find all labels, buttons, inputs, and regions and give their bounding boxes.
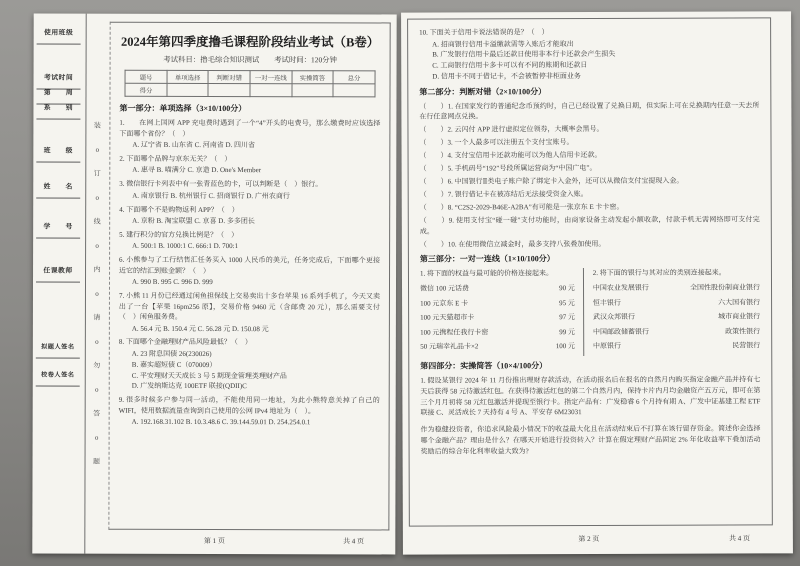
question-text: 7. 小熊 11 月份已经通过闲鱼担保线上交易卖出十多台苹果 16 系列手机了，今天又卖出了一台【苹果 16pm256 原】，交易价格 9460 元（含邮费 20 元），那么需要支付（ ）闲鱼服务费。 — [118, 291, 380, 321]
matching-right-title: 2. 将下面的银行与其对应的类别连接起来。 — [592, 268, 726, 278]
judge-item: （ ）8. “C2S2-2029-B46E-A2BA”有可能是一张京东 E 卡卡密。 — [419, 203, 624, 212]
question-block — [119, 154, 380, 177]
page-number: 第 1 页 — [203, 536, 225, 546]
score-table-header-cell: 一对一连线 — [250, 71, 292, 84]
page2-footer — [403, 533, 793, 546]
matching-value: 95 元 — [559, 298, 575, 308]
part4-heading: 第四部分：实操简答（10×4/100分） — [420, 361, 548, 371]
matching-pair-row — [593, 341, 760, 352]
sidebar-field-label: 班 级 — [36, 145, 80, 163]
part2-heading: 第二部分：判断对错（2×10/100分） — [419, 87, 547, 97]
score-cell-empty — [208, 83, 250, 96]
judge-item: （ ）7. 银行借记卡在被冻结后无法接受资金入账。 — [419, 190, 588, 199]
question-block — [119, 118, 380, 152]
part1-heading: 第一部分：单项选择（3×10/100分） — [119, 103, 247, 114]
score-table-score-row — [125, 83, 375, 97]
score-row-label: 得分 — [125, 83, 167, 96]
question-block — [419, 26, 759, 82]
question-block — [119, 179, 380, 202]
sidebar-field-label: 学 号 — [36, 221, 80, 239]
judge-item: （ ）10. 在使用微信立减金时，最多支持八张叠加使用。 — [419, 239, 606, 249]
matching-column-banks — [584, 268, 760, 356]
question-text: 6. 小熊参与了工行结售汇任务买入 1000 人民币的美元，任务完成后，下面哪个更接近它的结汇到账金额？（ ） — [119, 255, 381, 275]
score-table-header-cell: 判断对错 — [208, 70, 250, 83]
question-text: 9. 很多时候多户参与同一活动，不能使用同一地址，为此小熊特意关掉了自己的 WIFI，使用数据流量查询到自己使用的公网 IPv4 地址为（ ）。 — [118, 396, 380, 416]
exam-page-2 — [401, 11, 793, 554]
matching-pair-row — [420, 327, 575, 338]
question-options: A. 南京银行 B. 杭州银行 C. 招商银行 D. 广州农商行 — [132, 191, 290, 200]
judge-item: （ ）3. 一个人最多可以注册五个支付宝账号。 — [419, 138, 574, 147]
judge-item: （ ）1. 在国家发行的普通纪念币预约时，自己已经设置了兑换日期，但实际上可在兑换期内任意一天去所在行任意网点兑换。 — [419, 101, 760, 121]
score-table-header-cell: 总分 — [333, 71, 375, 84]
matching-item: 恒丰银行 — [592, 298, 621, 307]
question-options: A. 500:1 B. 1000:1 C. 666:1 D. 700:1 — [132, 242, 239, 251]
question-text: 1. 在网上国网 APP 充电费时遇到了一个“4”开头的电费号，那么缴费时应该选择下面哪个省份？（ ） — [119, 118, 381, 138]
matching-value: 99 元 — [559, 327, 575, 337]
question-options: A. 990 B. 995 C. 996 D. 999 — [131, 278, 213, 287]
question-text: 5. 建行积分的官方兑换比例是？（ ） — [119, 230, 239, 239]
page2-content-box — [407, 17, 773, 526]
part3-heading: 第三部分：一对一连线（1×10/100分） — [419, 254, 555, 264]
sidebar-field-label: 校卷人签名 — [36, 370, 80, 387]
matching-pair-row — [420, 341, 575, 352]
part4-paragraphs — [420, 374, 760, 457]
question-text: 10. 下面关于信用卡说法错误的是？（ ） — [419, 28, 549, 37]
score-cell-empty — [333, 84, 375, 97]
question-text: 4. 下面哪个不是购物返利 APP？（ ） — [119, 205, 239, 214]
matching-item: 武汉众邦银行 — [592, 313, 635, 322]
question-block — [119, 395, 380, 429]
matching-item: 中国邮政储蓄银行 — [592, 327, 649, 336]
page-total: 共 4 页 — [728, 534, 751, 543]
exam-title: 2024年第四季度撸毛课程阶段结业考试（B卷） — [120, 34, 380, 50]
question-block — [119, 291, 380, 335]
question-options: A. 56.4 元 B. 150.4 元 C. 56.28 元 D. 150.08 元 — [131, 324, 269, 333]
sidebar-field-label: 考试时间 — [37, 72, 81, 90]
matching-pair-row — [420, 312, 575, 323]
judge-item: （ ）9. 使用支付宝“碰一碰”支付功能时，由商家设备主动发起小额收款，付款手机无需网络即可支付完成。 — [419, 215, 760, 236]
exam-subtitle: 考试科目：撸毛综合知识测试 考试时间：120分钟 — [163, 54, 337, 65]
judge-item: （ ）6. 中国银行Ⅱ类电子账户除了绑定卡入金外，还可以从微信支付宝提现入金。 — [419, 177, 684, 186]
matching-value: 六大国有银行 — [718, 298, 761, 307]
matching-item: 100 元携程任我行卡密 — [420, 328, 489, 337]
score-table-header-cell: 单项选择 — [167, 70, 209, 83]
matching-pair-row — [593, 326, 760, 337]
question-options: A. 23 附息国债 26(230026) B. 嘉实超短债 C（070009） C. 平安理财天天成长 3 号 5 期现金管理类理财产品 D. 广发纳斯达克 100ETF 联接(QDII)C — [131, 349, 287, 391]
score-cell-empty — [167, 83, 209, 96]
matching-pair-row — [420, 298, 575, 309]
score-table-header-row — [125, 70, 375, 84]
part2-judge-list — [419, 100, 760, 250]
question-block — [119, 204, 380, 227]
sidebar-field-label: 任课教师 — [36, 265, 80, 283]
exam-page-1 — [32, 14, 396, 555]
sidebar-field-label: 拟题人签名 — [36, 342, 80, 359]
matching-value: 97 元 — [559, 313, 575, 322]
sidebar-field-label: 第 周 — [36, 87, 80, 105]
essay-question-paragraph: 作为稳健投资者，你追求风险最小情况下的收益最大化且在活动结束后不打算在该行留存资金。简述你会选择哪个金融产品？理由是什么？在哪天开始进行投资转入？计算在假定理财产品固定 2% 年化收益率下叠加活动奖励后的综合年化利率收益大致为? — [420, 424, 761, 456]
matching-pair-row — [593, 283, 760, 294]
sidebar-field-label: 系 别 — [36, 102, 80, 120]
matching-value: 民营银行 — [732, 341, 761, 350]
matching-value: 90 元 — [559, 284, 575, 293]
page-total: 共 4 页 — [343, 537, 365, 546]
question-options: A. 京粉 B. 淘宝联盟 C. 京喜 D. 多多团长 — [132, 216, 255, 226]
question-options: A. 192.168.31.102 B. 10.3.48.6 C. 39.144.59.01 D. 254.254.0.1 — [131, 418, 311, 427]
matching-right-pairs — [593, 283, 760, 352]
matching-value: 全国性股份制商业银行 — [690, 283, 761, 293]
judge-item: （ ）4. 支付宝信用卡还款功能可以为他人信用卡还款。 — [419, 151, 602, 160]
question-block — [119, 255, 380, 289]
score-cell-empty — [250, 84, 292, 97]
matching-pair-row — [593, 312, 760, 323]
matching-left-title: 1. 将下面的权益与最可能的价格连接起来。 — [419, 269, 553, 278]
matching-value: 政策性银行 — [725, 327, 761, 336]
matching-item: 微信 100 元话费 — [420, 284, 470, 293]
matching-item: 100 元天猫超市卡 — [420, 313, 475, 322]
matching-item: 中国农业发展银行 — [592, 284, 649, 293]
sidebar-field-label: 姓 名 — [36, 181, 80, 199]
question-options: A. 惠寻 B. 喵满分 C. 京造 D. One's Member — [132, 166, 262, 175]
question-options: A. 招商银行信用卡溢缴款需等入账后才能取出 B. 广发银行信用卡最后还款日使用非本行卡还款会产生损失 C. 工商银行信用卡多卡可以有不同的账期和还款日 D. 信用卡不同于借记卡，不会被暂停非柜面业务 — [432, 39, 616, 81]
matching-section — [420, 268, 760, 357]
judge-item: （ ）2. 云闪付 APP 进行虚拟定位领券，大概率会黑号。 — [419, 125, 604, 134]
score-table-header-cell: 题号 — [125, 70, 167, 83]
sidebar-field-label: 使用班级 — [37, 27, 81, 45]
matching-item: 50 元瑞幸礼品卡×2 — [420, 342, 479, 351]
score-table — [125, 70, 376, 98]
score-cell-empty — [292, 84, 334, 97]
score-table-header-cell: 实操简答 — [292, 71, 334, 84]
matching-column-prices — [420, 268, 584, 356]
matching-left-pairs — [420, 283, 575, 352]
question-text: 2. 下面哪个品牌与京东无关？（ ） — [119, 154, 232, 163]
question-options: A. 辽宁省 B. 山东省 C. 河南省 D. 四川省 — [132, 140, 256, 150]
question-text: 3. 微信银行卡列表中有一张青蓝色的卡，可以判断是（ ）银行。 — [119, 179, 323, 189]
binding-line-text: 装 o 订 o 线 o 内 o 请 o 勿 o 答 o 题 — [93, 121, 101, 466]
page1-content-box — [108, 22, 390, 531]
matching-value: 100 元 — [555, 342, 576, 351]
question-block — [119, 230, 380, 253]
question-text: 8. 下面哪个金融理财产品风险最低？（ ） — [118, 338, 252, 347]
matching-value: 城市商业银行 — [718, 312, 761, 321]
question-block — [119, 337, 380, 393]
essay-question-paragraph: 1. 假设某银行 2024 年 11 月份推出理财存款活动，在活动报名后在报名的自然月内购买指定金融产品并持有七天后获得 58 元待激活红包。在获得待激活红包的第二个自然月内，保持卡片内月均金融资产五万元，即可在第三个月月初将 58 元红包激活并提现至银行卡。指定产品有：广发稳睿 6 个月持有期 A、广发中证基建工程 ETF 联接 C、灵活成长 7 天持有 4 号 A、平安存 6M23031 — [420, 375, 761, 418]
page1-footer — [108, 536, 389, 549]
matching-item: 100 元京东 E 卡 — [420, 299, 469, 308]
matching-pair-row — [420, 283, 575, 294]
judge-item: （ ）5. 手机码号“192”号段所属运营商为“中国广电”。 — [419, 164, 597, 173]
page-number: 第 2 页 — [578, 534, 600, 544]
matching-pair-row — [593, 297, 760, 308]
matching-item: 中原银行 — [593, 342, 622, 351]
part1-question-list — [119, 118, 381, 429]
exam-header-sidebar — [32, 14, 86, 554]
